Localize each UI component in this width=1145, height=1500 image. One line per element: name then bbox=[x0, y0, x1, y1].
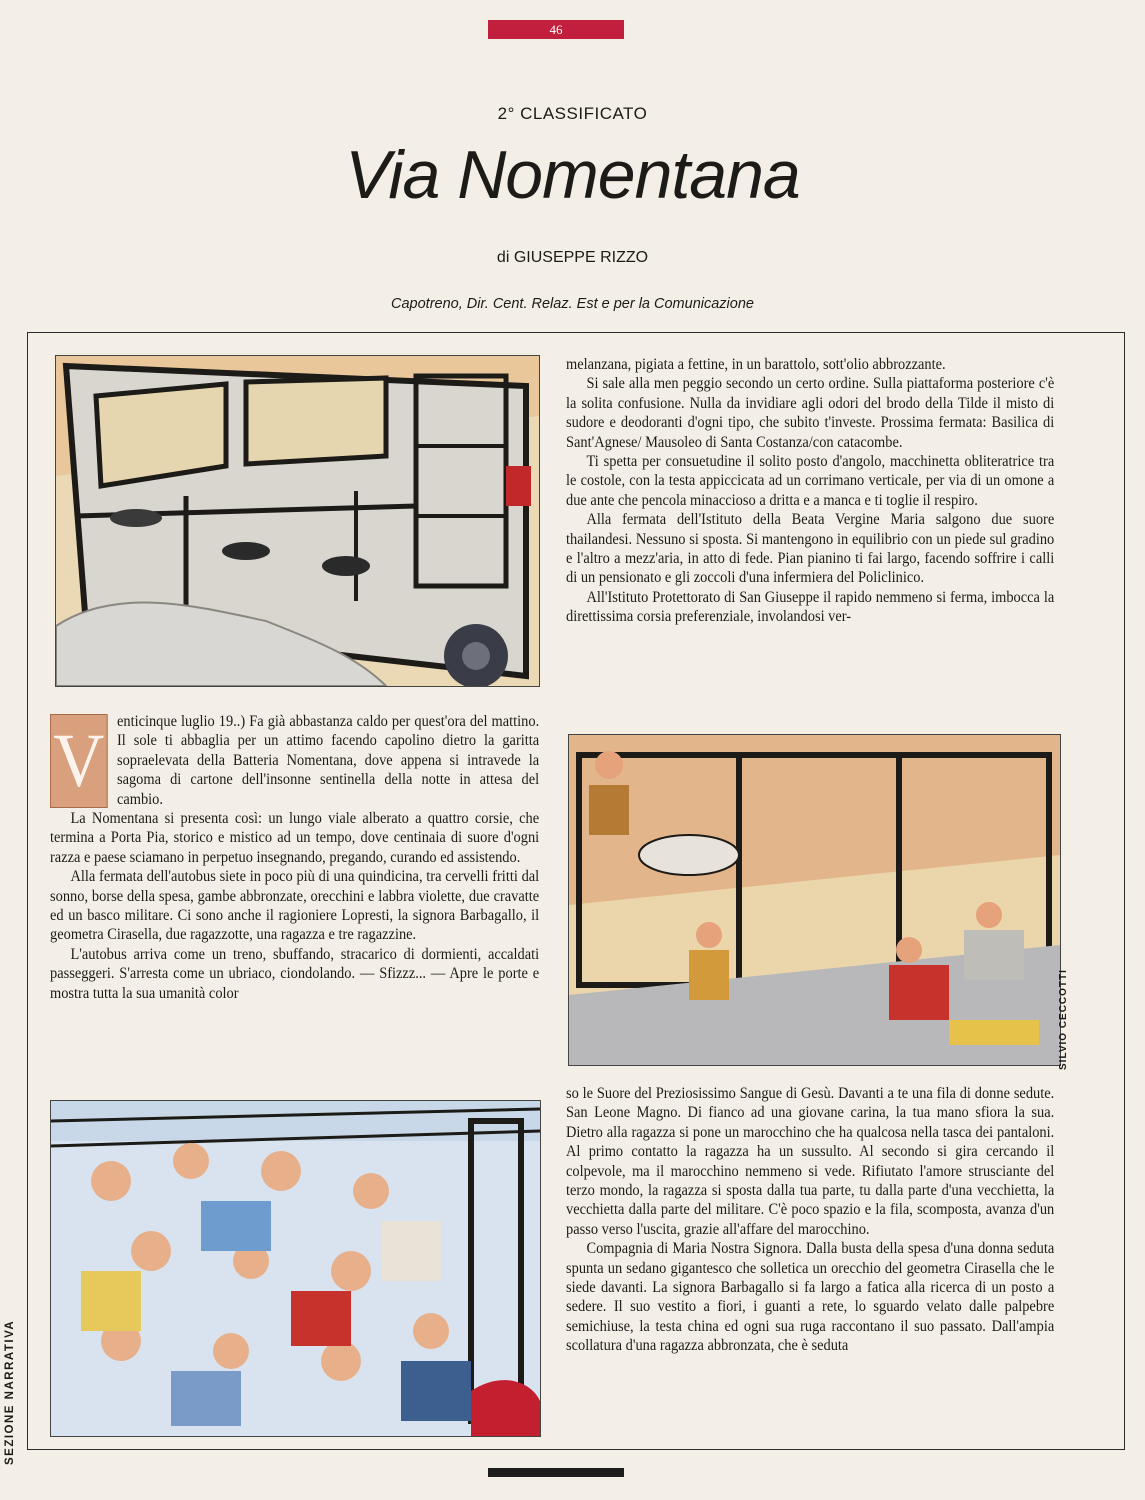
paragraph: so le Suore del Preziosissimo Sangue di Gesù. Davanti a te una fila di donne sedute. San Leone Magno. Di fianco ad una giovane carina, la tua mano sfiora la sua. Dietro alla ragazza si pone un marocchino che ha qualcosa nella tasca dei pantaloni. Al primo contatto la ragazza ha un sussulto. Al secondo si gira cercando il colpevole, ma il marocchino nemmeno si vede. Rifiutato l'amore strusciante del terzo mondo, la ragazza si sposta dalla tua parte, tu dalla parte d'una vecchietta, la vecchietta dalla parte del militare. C'è poco spazio e la fila, scomposta, avanza d'un passo verso l'uscita, grazie all'affare del marocchino. bbox=[566, 1085, 1055, 1238]
bus-front-illustration bbox=[55, 355, 540, 687]
crowd-illustration bbox=[50, 1100, 541, 1437]
rank-label: 2° CLASSIFICATO bbox=[497, 104, 648, 123]
passengers-illustration bbox=[568, 734, 1061, 1066]
paragraph: L'autobus arriva come un treno, sbuffando, stracarico di dormienti, accaldati passeggeri. S'arresta come un ubriaco, ciondolando. — Sfizzz... — Apre le porte e mostra tutta la sua umanità color bbox=[50, 945, 540, 1002]
paragraph: Si sale alla men peggio secondo un certo ordine. Sulla piattaforma posteriore c'è la solita confusione. Nulla da invidiare agli odori del brodo della Tilde il misto di sudore e deodoranti d'ogni tipo, che subito t'investe. Prossima fermata: Basilica di Sant'Agnese/ Mausoleo di Santa Costanza/con catacombe. bbox=[566, 375, 1055, 451]
illustration-credit: SILVIO CECCOTTI bbox=[1058, 969, 1069, 1070]
article-column-right-bottom bbox=[566, 1084, 1054, 1356]
author-role: Capotreno, Dir. Cent. Relaz. Est e per la Comunicazione bbox=[391, 296, 754, 312]
paragraph: Alla fermata dell'Istituto della Beata Vergine Maria salgono due suore thailandesi. Nessuno si sposta. Si mantengono in equilibrio con un piede sul gradino e l'altro a mezz'aria, in atto di fede. Pian pianino ti fai largo, facendo soffrire i calli di un pensionato e gli zoccoli d'una infermiera del Policlinico. bbox=[566, 511, 1055, 587]
bottom-bar bbox=[488, 1468, 624, 1477]
dropcap-letter: V bbox=[50, 714, 108, 808]
paragraph: Alla fermata dell'autobus siete in poco più di una quindicina, tra cervelli fritti dal sonno, borse della spesa, gambe abbronzate, orecchini e labbra violette, due cravatte ed un basco militare. Ci sono anche il ragioniere Lopresti, la signora Barbagallo, il geometra Cirasella, due ragazzotte, una ragazza e tre ragazzine. bbox=[50, 868, 540, 944]
paragraph: All'Istituto Protettorato di San Giuseppe il rapido nemmeno si ferma, imbocca la direttissima corsia preferenziale, involandosi ver- bbox=[566, 588, 1055, 626]
paragraph: Compagnia di Maria Nostra Signora. Dalla busta della spesa d'una donna seduta spunta un sedano gigantesco che solletica un orecchio del geometra Cirasella che le siede davanti. La signora Barbagallo si fa largo a fatica alla ricerca di un posto a sedere. Il suo vestito a fiori, i guanti a rete, lo sguardo velato dalle palpebre semichiuse, la testa china ed ogni sua ruga raccontano il suo passato. Dall'ampia scollatura d'una ragazza abbronzata, che è seduta bbox=[566, 1240, 1055, 1355]
bus-front-drawing bbox=[56, 356, 539, 686]
article-title: Via Nomentana bbox=[345, 137, 800, 213]
section-label: SEZIONE NARRATIVA bbox=[4, 1319, 16, 1466]
opening-paragraph bbox=[50, 712, 539, 809]
opening-paragraph-text: enticinque luglio 19..) Fa già abbastanza caldo per quest'ora del mattino. Il sole ti abbaglia per un attimo facendo capolino dietro la garitta sopraelevata della Batteria Nomentana, dove appena si intravede la sagoma di cartone dell'insonne sentinella della notte in attesa del cambio. bbox=[116, 713, 540, 808]
paragraph: melanzana, pigiata a fettine, in un barattolo, sott'olio abbrozzante. bbox=[566, 356, 946, 373]
passengers-drawing bbox=[569, 735, 1060, 1065]
paragraph: Ti spetta per consuetudine il solito posto d'angolo, macchinetta obliteratrice tra le costole, con la testa appiccicata ad un corrimano verticale, per via di un omone a due ante che pencola minaccioso a dritta e a manca e ti toglie il respiro. bbox=[566, 453, 1055, 509]
paragraph: La Nomentana si presenta così: un lungo viale alberato a quattro corsie, che termina a Porta Pia, storico e mistico ad un tempo, dove centinaia di suore d'ogni razza e paese sciamano in perpetuo insegnando, pregando, curando ed assistendo. bbox=[50, 810, 540, 866]
author-name: di GIUSEPPE RIZZO bbox=[496, 249, 649, 266]
article-column-right-top bbox=[566, 355, 1054, 627]
page-number: 46 bbox=[488, 20, 624, 39]
article-column-left bbox=[50, 712, 539, 1003]
crowd-drawing bbox=[51, 1101, 540, 1436]
